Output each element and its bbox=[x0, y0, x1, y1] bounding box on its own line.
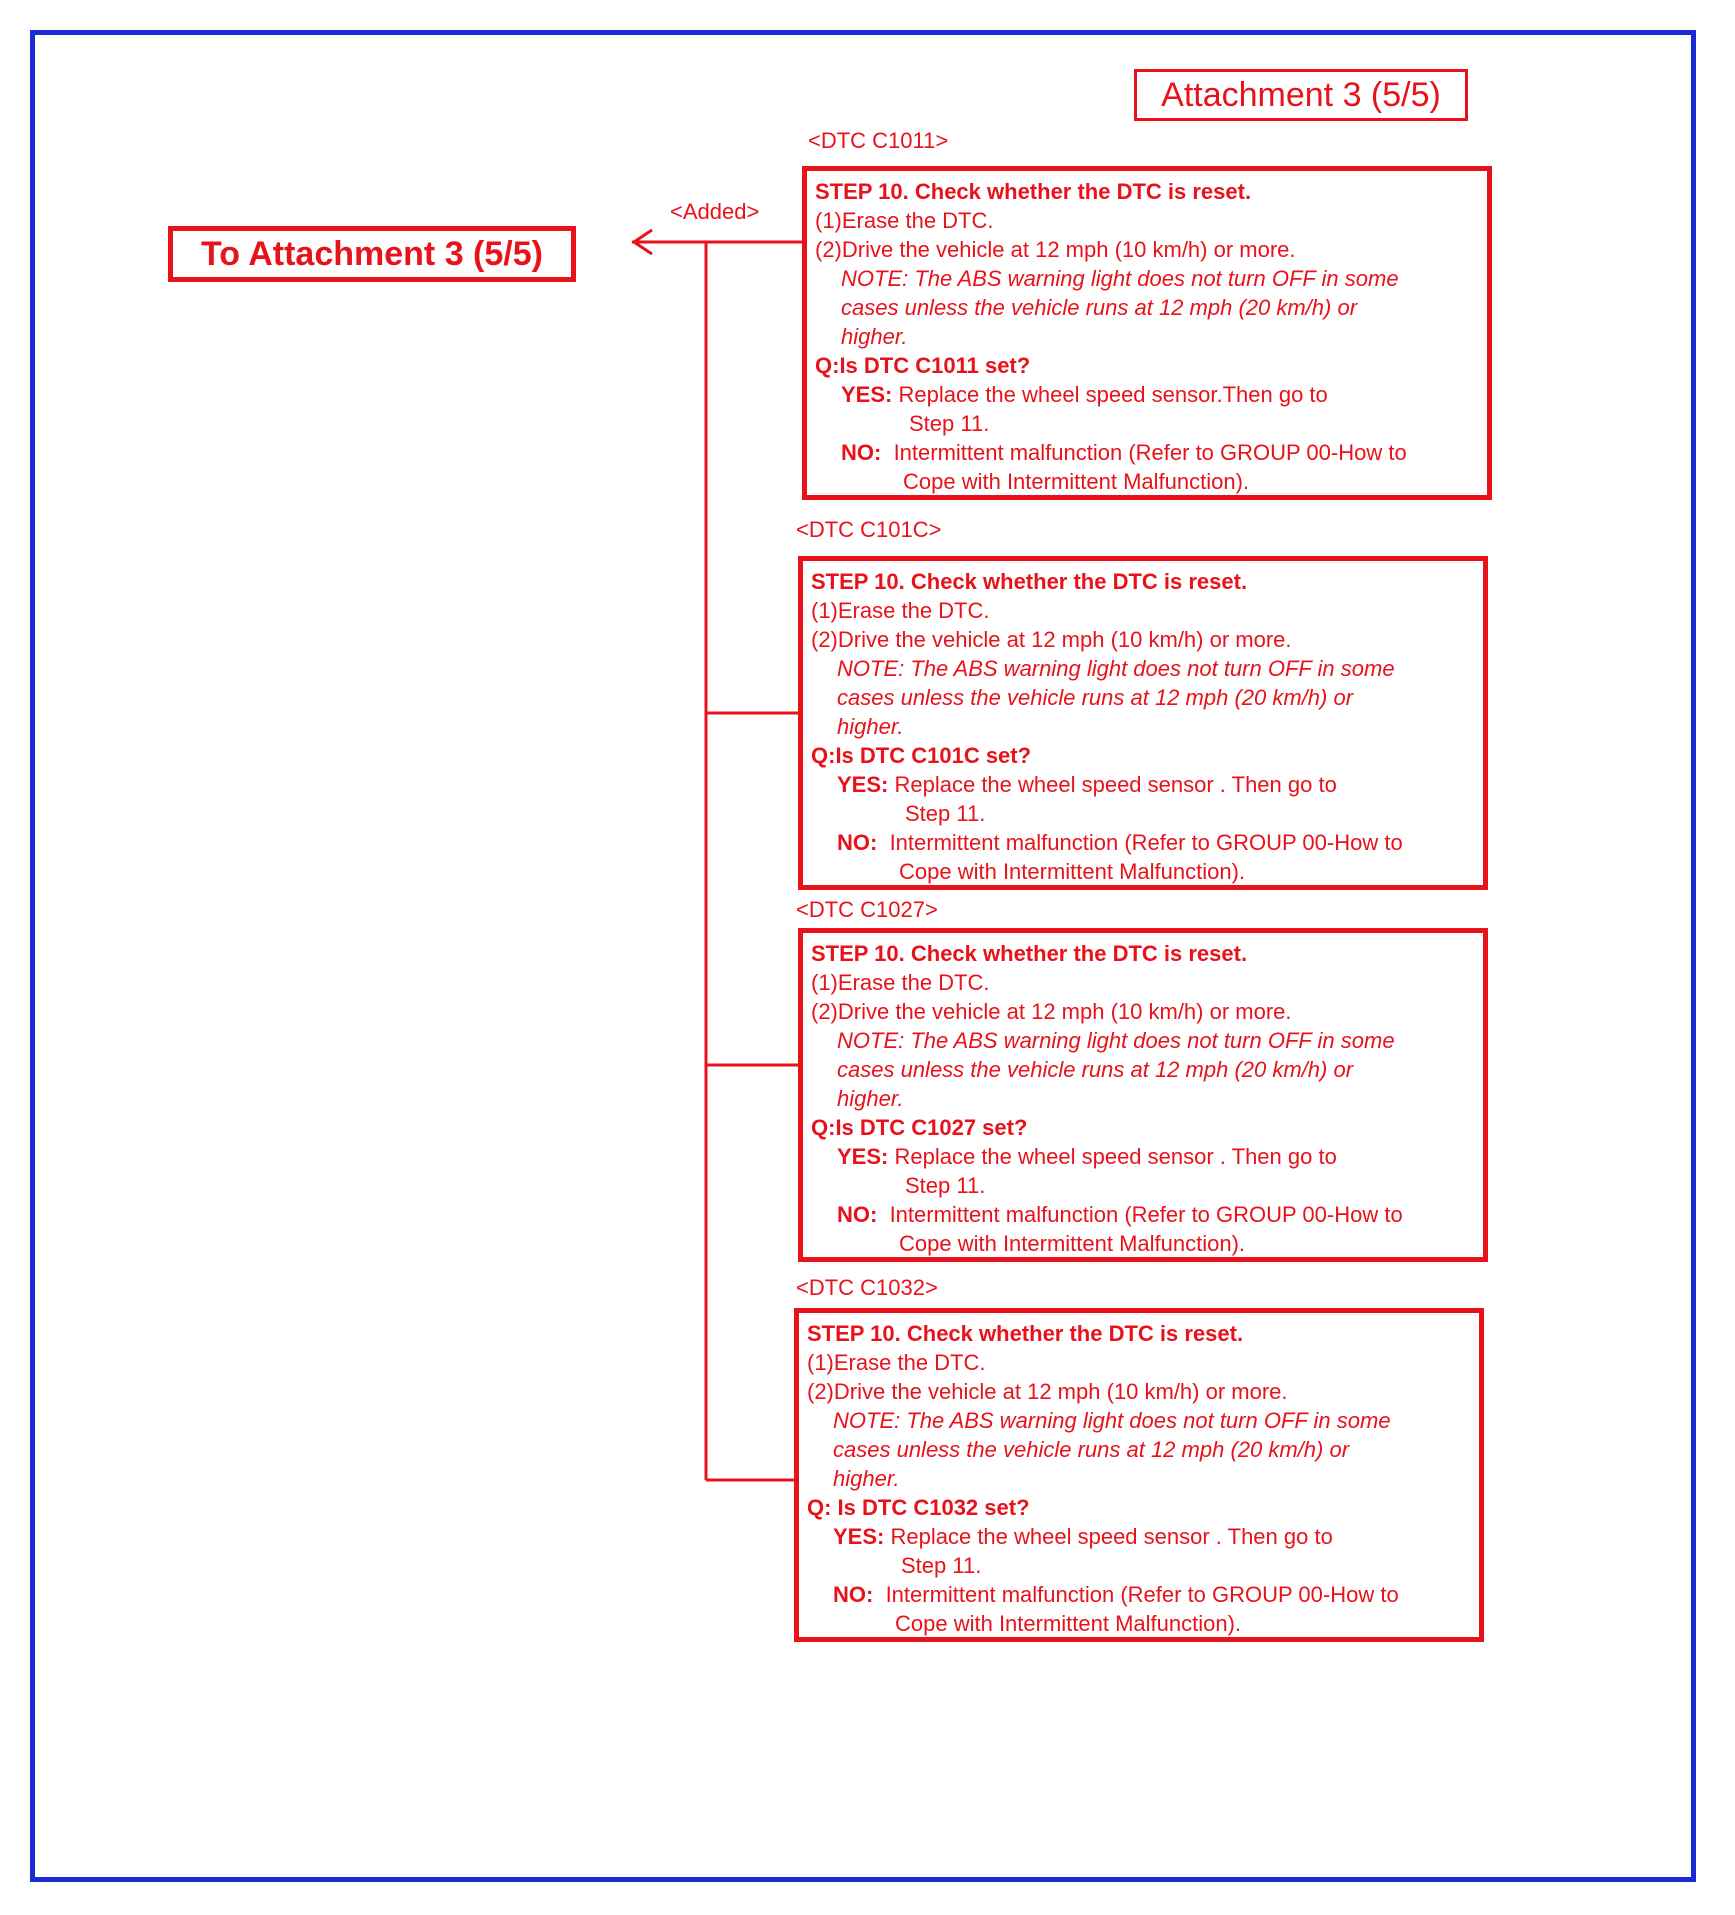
no-text: Intermittent malfunction (Refer to GROUP 00-How to bbox=[889, 1202, 1403, 1227]
yes-text-cont: Step 11. bbox=[909, 411, 990, 436]
question: Q:Is DTC C1011 set? bbox=[815, 353, 1031, 378]
no-text-cont: Cope with Intermittent Malfunction). bbox=[895, 1611, 1242, 1636]
note-line-2: cases unless the vehicle runs at 12 mph (20 km/h) or bbox=[837, 1057, 1354, 1082]
dtc-label-c1011: <DTC C1011> bbox=[808, 128, 949, 153]
note-line-3: higher. bbox=[837, 1086, 904, 1111]
step-title: STEP 10. Check whether the DTC is reset. bbox=[811, 941, 1248, 966]
yes-text: Replace the wheel speed sensor.Then go to bbox=[898, 382, 1328, 407]
no-text-cont: Cope with Intermittent Malfunction). bbox=[903, 469, 1250, 494]
step-title: STEP 10. Check whether the DTC is reset. bbox=[807, 1321, 1244, 1346]
action-erase: (1)Erase the DTC. bbox=[811, 970, 990, 995]
note-line-2: cases unless the vehicle runs at 12 mph (20 km/h) or bbox=[833, 1437, 1350, 1462]
no-label: NO: bbox=[833, 1582, 874, 1607]
step-box-c1032 bbox=[794, 1308, 1484, 1642]
note-line-1: NOTE: The ABS warning light does not turn OFF in some bbox=[837, 1028, 1395, 1053]
yes-label: YES: bbox=[837, 772, 889, 797]
no-text-cont: Cope with Intermittent Malfunction). bbox=[899, 1231, 1246, 1256]
dtc-label-c1027: <DTC C1027> bbox=[796, 897, 938, 922]
action-erase: (1)Erase the DTC. bbox=[815, 208, 994, 233]
action-drive: (2)Drive the vehicle at 12 mph (10 km/h) or more. bbox=[811, 627, 1292, 652]
yes-text-cont: Step 11. bbox=[905, 1173, 986, 1198]
question: Q:Is DTC C101C set? bbox=[811, 743, 1032, 768]
question: Q: Is DTC C1032 set? bbox=[807, 1495, 1030, 1520]
to-attachment-link[interactable]: To Attachment 3 (5/5) bbox=[168, 226, 576, 282]
note-line-3: higher. bbox=[833, 1466, 900, 1491]
no-text: Intermittent malfunction (Refer to GROUP 00-How to bbox=[893, 440, 1407, 465]
note-line-1: NOTE: The ABS warning light does not turn OFF in some bbox=[837, 656, 1395, 681]
no-label: NO: bbox=[837, 1202, 878, 1227]
no-label: NO: bbox=[841, 440, 882, 465]
action-drive: (2)Drive the vehicle at 12 mph (10 km/h) or more. bbox=[807, 1379, 1288, 1404]
note-line-3: higher. bbox=[841, 324, 908, 349]
step-box-c101c bbox=[798, 556, 1488, 890]
added-note: <Added> bbox=[670, 199, 760, 224]
no-text: Intermittent malfunction (Refer to GROUP 00-How to bbox=[885, 1582, 1399, 1607]
step-title: STEP 10. Check whether the DTC is reset. bbox=[815, 179, 1252, 204]
note-line-3: higher. bbox=[837, 714, 904, 739]
yes-label: YES: bbox=[841, 382, 893, 407]
action-erase: (1)Erase the DTC. bbox=[807, 1350, 986, 1375]
note-line-1: NOTE: The ABS warning light does not turn OFF in some bbox=[841, 266, 1399, 291]
no-text-cont: Cope with Intermittent Malfunction). bbox=[899, 859, 1246, 884]
note-line-2: cases unless the vehicle runs at 12 mph (20 km/h) or bbox=[837, 685, 1354, 710]
step-box-c1011 bbox=[802, 166, 1492, 500]
action-drive: (2)Drive the vehicle at 12 mph (10 km/h) or more. bbox=[811, 999, 1292, 1024]
step-title: STEP 10. Check whether the DTC is reset. bbox=[811, 569, 1248, 594]
action-drive: (2)Drive the vehicle at 12 mph (10 km/h) or more. bbox=[815, 237, 1296, 262]
yes-label: YES: bbox=[833, 1524, 885, 1549]
question: Q:Is DTC C1027 set? bbox=[811, 1115, 1028, 1140]
action-erase: (1)Erase the DTC. bbox=[811, 598, 990, 623]
attachment-label: Attachment 3 (5/5) bbox=[1134, 69, 1468, 121]
dtc-label-c1032: <DTC C1032> bbox=[796, 1275, 938, 1300]
yes-text: Replace the wheel speed sensor . Then go to bbox=[894, 1144, 1337, 1169]
step-box-c1027 bbox=[798, 928, 1488, 1262]
yes-text: Replace the wheel speed sensor . Then go to bbox=[890, 1524, 1333, 1549]
no-label: NO: bbox=[837, 830, 878, 855]
yes-text-cont: Step 11. bbox=[901, 1553, 982, 1578]
note-line-1: NOTE: The ABS warning light does not turn OFF in some bbox=[833, 1408, 1391, 1433]
yes-text: Replace the wheel speed sensor . Then go to bbox=[894, 772, 1337, 797]
no-text: Intermittent malfunction (Refer to GROUP 00-How to bbox=[889, 830, 1403, 855]
dtc-label-c101c: <DTC C101C> bbox=[796, 517, 942, 542]
yes-label: YES: bbox=[837, 1144, 889, 1169]
note-line-2: cases unless the vehicle runs at 12 mph (20 km/h) or bbox=[841, 295, 1358, 320]
yes-text-cont: Step 11. bbox=[905, 801, 986, 826]
